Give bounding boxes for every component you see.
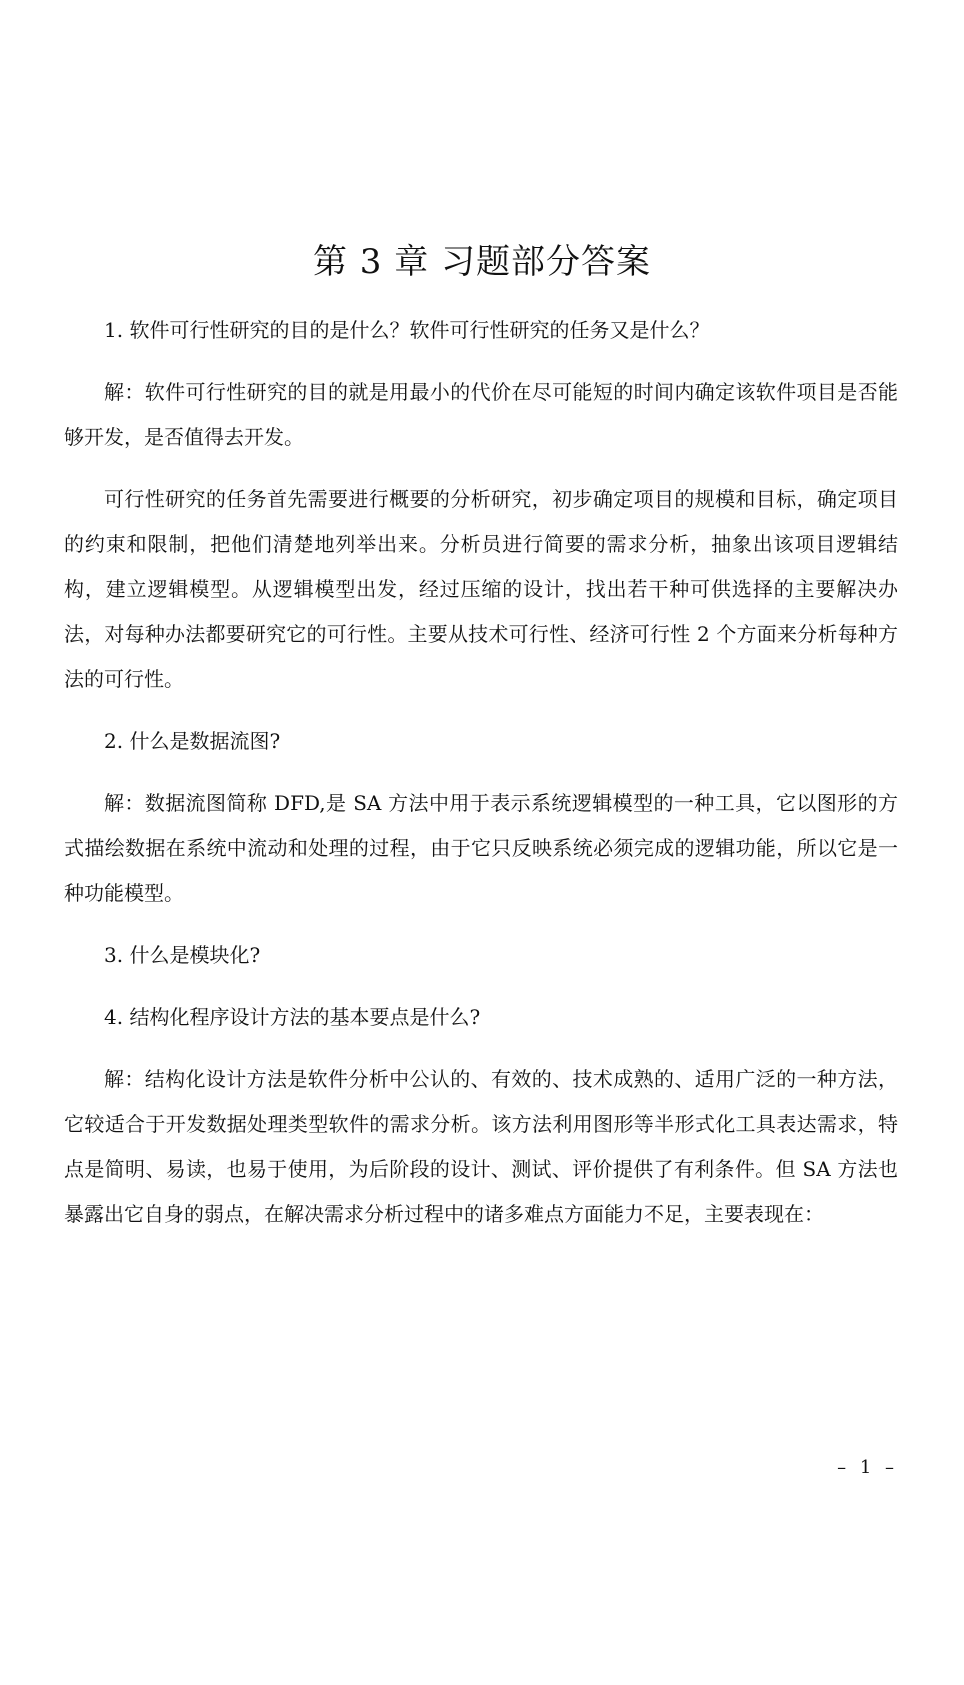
answer-4: 解：结构化设计方法是软件分析中公认的、有效的、技术成熟的、适用广泛的一种方法，它较适合于开发数据处理类型软件的需求分析。该方法利用图形等半形式化工具表达需求，特点是简明、易读，也易于使用，为后阶段的设计、测试、评价提供了有利条件。但 SA 方法也暴露出它自身的弱点，在解决需求分析过程中的诸多难点方面能力不足，主要表现在： [64, 1067, 898, 1226]
question-3: 3. 什么是模块化? [104, 943, 261, 967]
answer-1-paragraph-2: 可行性研究的任务首先需要进行概要的分析研究，初步确定项目的规模和目标，确定项目的约束和限制，把他们清楚地列举出来。分析员进行简要的需求分析，抽象出该项目逻辑结构，建立逻辑模型。从逻辑模型出发，经过压缩的设计，找出若干种可供选择的主要解决办法，对每种办法都要研究它的可行性。主要从技术可行性、经济可行性 2 个方面来分析每种方法的可行性。 [64, 487, 898, 691]
document-body [64, 308, 898, 1254]
page-number: – 1 – [837, 1457, 898, 1478]
page-title: 第 3 章 习题部分答案 [312, 242, 652, 282]
question-2: 2. 什么是数据流图? [104, 729, 281, 753]
answer-1-paragraph-1: 解：软件可行性研究的目的就是用最小的代价在尽可能短的时间内确定该软件项目是否能够开发，是否值得去开发。 [64, 380, 898, 449]
question-1: 1. 软件可行性研究的目的是什么？软件可行性研究的任务又是什么？ [104, 318, 710, 342]
question-4: 4. 结构化程序设计方法的基本要点是什么? [104, 1005, 481, 1029]
answer-2: 解：数据流图简称 DFD,是 SA 方法中用于表示系统逻辑模型的一种工具，它以图形的方式描绘数据在系统中流动和处理的过程，由于它只反映系统必须完成的逻辑功能，所以它是一种功能模型。 [64, 791, 898, 905]
